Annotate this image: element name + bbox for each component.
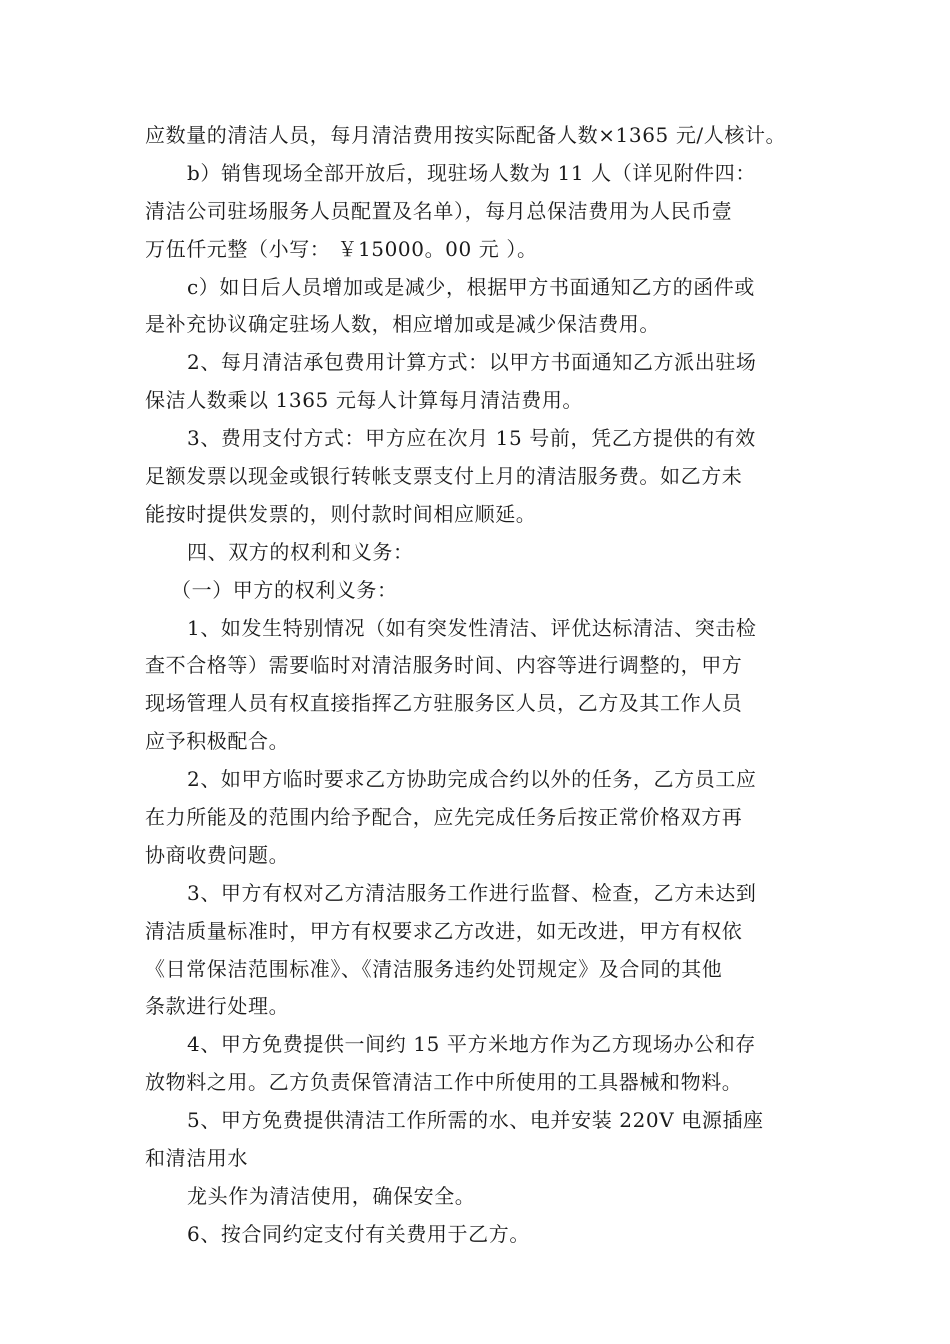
document-body — [145, 117, 815, 1254]
text-line: 足额发票以现金或银行转帐支票支付上月的清洁服务费。如乙方未 — [145, 464, 743, 489]
text-line: 清洁质量标准时，甲方有权要求乙方改进，如无改进，甲方有权依 — [145, 918, 743, 943]
text-line: 能按时提供发票的，则付款时间相应顺延。 — [145, 501, 537, 526]
text-line: 条款进行处理。 — [145, 994, 290, 1019]
text-line: 现场管理人员有权直接指挥乙方驻服务区人员，乙方及其工作人员 — [145, 691, 743, 716]
text-line: 4、甲方免费提供一间约 15 平方米地方作为乙方现场办公和存 — [187, 1032, 756, 1057]
text-line: 应予积极配合。 — [145, 729, 290, 754]
text-line: c）如日后人员增加或是减少，根据甲方书面通知乙方的函件或 — [187, 274, 756, 299]
text-line: 1、如发生特别情况（如有突发性清洁、评优达标清洁、突击检 — [187, 615, 757, 640]
text-line: 万伍仟元整（小写： ￥15000。00 元 ）。 — [145, 236, 538, 261]
text-line: 应数量的清洁人员，每月清洁费用按实际配备人数×1365 元/人核计。 — [145, 123, 787, 147]
text-line: 5、甲方免费提供清洁工作所需的水、电并安装 220V 电源插座 — [187, 1108, 764, 1133]
text-line: 龙头作为清洁使用，确保安全。 — [187, 1183, 476, 1208]
text-line: 协商收费问题。 — [145, 842, 290, 867]
text-line: 是补充协议确定驻场人数，相应增加或是减少保洁费用。 — [145, 312, 660, 337]
text-line: 和清洁用水 — [145, 1146, 248, 1171]
text-line: 3、费用支付方式：甲方应在次月 15 号前，凭乙方提供的有效 — [187, 426, 756, 451]
text-line: 《日常保洁范围标准》、《清洁服务违约处罚规定》及合同的其他 — [145, 956, 723, 981]
text-line: 在力所能及的范围内给予配合，应先完成任务后按正常价格双方再 — [145, 805, 743, 830]
text-line: 保洁人数乘以 1365 元每人计算每月清洁费用。 — [145, 388, 584, 413]
text-line: 3、甲方有权对乙方清洁服务工作进行监督、检查，乙方未达到 — [187, 880, 757, 905]
subsection-heading: （一）甲方的权利义务： — [171, 577, 398, 602]
section-heading: 四、双方的权利和义务： — [187, 539, 414, 564]
text-line: b）销售现场全部开放后，现驻场人数为 11 人（详见附件四： — [187, 160, 756, 185]
text-line: 清洁公司驻场服务人员配置及名单），每月总保洁费用为人民币壹 — [145, 198, 733, 223]
text-line: 2、每月清洁承包费用计算方式：以甲方书面通知乙方派出驻场 — [187, 350, 757, 375]
text-line: 查不合格等）需要临时对清洁服务时间、内容等进行调整的，甲方 — [145, 653, 743, 678]
text-line: 放物料之用。乙方负责保管清洁工作中所使用的工具器械和物料。 — [145, 1070, 743, 1095]
text-line: 2、如甲方临时要求乙方协助完成合约以外的任务，乙方员工应 — [187, 767, 757, 792]
text-line: 6、按合同约定支付有关费用于乙方。 — [187, 1221, 530, 1246]
